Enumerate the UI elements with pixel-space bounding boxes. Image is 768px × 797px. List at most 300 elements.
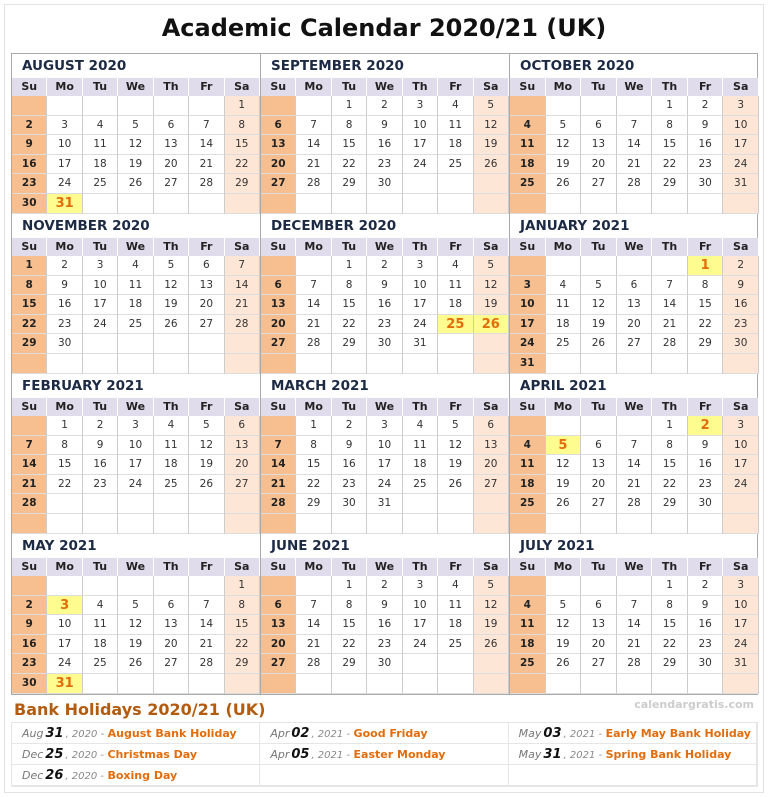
day-cell[interactable]: 30 xyxy=(688,654,724,674)
day-cell[interactable]: 11 xyxy=(403,436,438,456)
day-cell[interactable]: 13 xyxy=(154,615,189,635)
day-cell[interactable]: 10 xyxy=(83,276,118,296)
day-cell[interactable]: 11 xyxy=(510,135,546,155)
day-cell[interactable]: 6 xyxy=(154,116,189,136)
day-cell[interactable]: 10 xyxy=(367,436,402,456)
day-cell[interactable]: 19 xyxy=(546,155,582,175)
day-cell[interactable]: 28 xyxy=(296,174,331,194)
day-cell[interactable]: 18 xyxy=(438,615,473,635)
day-cell[interactable]: 13 xyxy=(261,135,296,155)
day-cell[interactable]: 28 xyxy=(296,334,331,354)
day-cell[interactable]: 13 xyxy=(261,295,296,315)
day-cell[interactable]: 4 xyxy=(154,416,189,436)
day-cell[interactable]: 24 xyxy=(118,475,153,495)
day-cell[interactable]: 6 xyxy=(581,116,617,136)
day-cell[interactable]: 16 xyxy=(688,615,724,635)
day-cell[interactable]: 1 xyxy=(652,96,688,116)
day-cell[interactable]: 22 xyxy=(296,475,331,495)
day-cell[interactable]: 11 xyxy=(510,615,546,635)
day-cell[interactable]: 21 xyxy=(296,155,331,175)
day-cell[interactable]: 10 xyxy=(723,436,759,456)
day-cell[interactable]: 12 xyxy=(474,116,509,136)
day-cell[interactable]: 30 xyxy=(723,334,759,354)
day-cell[interactable]: 2 xyxy=(47,256,82,276)
day-cell[interactable]: 18 xyxy=(510,475,546,495)
day-cell[interactable]: 19 xyxy=(118,635,153,655)
day-cell[interactable]: 24 xyxy=(723,635,759,655)
day-cell[interactable]: 5 xyxy=(474,96,509,116)
day-cell[interactable]: 21 xyxy=(12,475,47,495)
day-cell[interactable]: 6 xyxy=(581,596,617,616)
day-cell[interactable]: 29 xyxy=(12,334,47,354)
day-cell[interactable]: 2 xyxy=(332,416,367,436)
day-cell[interactable]: 5 xyxy=(546,116,582,136)
day-cell[interactable]: 15 xyxy=(652,455,688,475)
day-cell[interactable]: 1 xyxy=(12,256,47,276)
day-cell[interactable]: 6 xyxy=(261,276,296,296)
day-cell[interactable]: 24 xyxy=(403,155,438,175)
day-cell[interactable]: 16 xyxy=(367,615,402,635)
day-cell[interactable]: 22 xyxy=(332,635,367,655)
day-cell[interactable]: 29 xyxy=(332,334,367,354)
day-cell[interactable]: 12 xyxy=(546,455,582,475)
day-cell[interactable]: 9 xyxy=(723,276,759,296)
day-cell[interactable]: 18 xyxy=(118,295,153,315)
day-cell[interactable]: 29 xyxy=(652,174,688,194)
day-cell[interactable]: 22 xyxy=(332,315,367,335)
day-cell[interactable]: 29 xyxy=(652,494,688,514)
day-cell[interactable]: 12 xyxy=(581,295,617,315)
day-cell[interactable]: 12 xyxy=(438,436,473,456)
day-cell[interactable]: 9 xyxy=(367,596,402,616)
day-cell[interactable]: 4 xyxy=(118,256,153,276)
day-cell[interactable]: 7 xyxy=(261,436,296,456)
day-cell[interactable]: 23 xyxy=(367,155,402,175)
day-cell[interactable]: 20 xyxy=(581,635,617,655)
day-cell[interactable]: 25 xyxy=(510,494,546,514)
day-cell[interactable]: 11 xyxy=(83,135,118,155)
day-cell[interactable]: 2 xyxy=(367,576,402,596)
day-cell[interactable]: 5 xyxy=(154,256,189,276)
day-cell[interactable]: 30 xyxy=(47,334,82,354)
day-cell[interactable]: 3 xyxy=(723,416,759,436)
day-cell[interactable]: 1 xyxy=(652,416,688,436)
day-cell[interactable]: 27 xyxy=(617,334,653,354)
day-cell[interactable]: 19 xyxy=(189,455,224,475)
day-cell[interactable]: 27 xyxy=(581,654,617,674)
day-cell[interactable]: 29 xyxy=(332,654,367,674)
day-cell[interactable]: 8 xyxy=(332,276,367,296)
day-cell[interactable]: 12 xyxy=(474,596,509,616)
day-cell[interactable]: 19 xyxy=(546,475,582,495)
day-cell[interactable]: 16 xyxy=(723,295,759,315)
day-cell[interactable]: 8 xyxy=(652,116,688,136)
day-cell[interactable]: 3 xyxy=(367,416,402,436)
day-cell[interactable]: 27 xyxy=(581,174,617,194)
day-cell[interactable]: 2 xyxy=(688,576,724,596)
day-cell[interactable]: 5 xyxy=(474,256,509,276)
day-cell[interactable]: 11 xyxy=(546,295,582,315)
day-cell[interactable]: 3 xyxy=(723,576,759,596)
day-cell[interactable]: 28 xyxy=(617,494,653,514)
day-cell[interactable]: 10 xyxy=(723,116,759,136)
day-cell[interactable]: 21 xyxy=(296,635,331,655)
day-cell[interactable]: 10 xyxy=(403,116,438,136)
day-cell[interactable]: 2 xyxy=(367,256,402,276)
day-cell[interactable]: 8 xyxy=(332,116,367,136)
day-cell[interactable]: 27 xyxy=(225,475,260,495)
day-cell[interactable]: 1 xyxy=(225,96,260,116)
day-cell[interactable]: 11 xyxy=(438,596,473,616)
day-cell[interactable]: 13 xyxy=(581,135,617,155)
day-cell[interactable]: 4 xyxy=(546,276,582,296)
day-cell[interactable]: 15 xyxy=(652,615,688,635)
day-cell[interactable]: 5 xyxy=(438,416,473,436)
day-cell[interactable]: 21 xyxy=(296,315,331,335)
day-cell[interactable]: 30 xyxy=(688,494,724,514)
day-cell[interactable]: 31 xyxy=(723,174,759,194)
day-cell[interactable]: 17 xyxy=(723,135,759,155)
day-cell[interactable]: 6 xyxy=(225,416,260,436)
day-cell[interactable]: 4 xyxy=(83,116,118,136)
day-cell[interactable]: 27 xyxy=(154,174,189,194)
day-cell[interactable]: 6 xyxy=(261,596,296,616)
day-cell[interactable]: 26 xyxy=(474,155,509,175)
day-cell[interactable]: 6 xyxy=(617,276,653,296)
day-cell[interactable]: 12 xyxy=(154,276,189,296)
day-cell[interactable]: 18 xyxy=(83,155,118,175)
day-cell[interactable]: 1 xyxy=(47,416,82,436)
day-cell[interactable]: 20 xyxy=(261,315,296,335)
day-cell[interactable]: 8 xyxy=(47,436,82,456)
day-cell[interactable]: 25 xyxy=(546,334,582,354)
day-cell[interactable]: 16 xyxy=(688,455,724,475)
day-cell[interactable]: 28 xyxy=(617,174,653,194)
day-cell[interactable]: 6 xyxy=(154,596,189,616)
day-cell[interactable]: 14 xyxy=(12,455,47,475)
day-cell[interactable]: 21 xyxy=(261,475,296,495)
day-cell[interactable]: 22 xyxy=(688,315,724,335)
day-cell[interactable]: 20 xyxy=(474,455,509,475)
day-cell[interactable]: 28 xyxy=(189,174,224,194)
day-cell[interactable]: 22 xyxy=(332,155,367,175)
day-cell[interactable]: 26 xyxy=(474,635,509,655)
day-cell[interactable]: 11 xyxy=(83,615,118,635)
day-cell[interactable]: 14 xyxy=(652,295,688,315)
day-cell[interactable]: 5 xyxy=(546,436,582,456)
day-cell[interactable]: 23 xyxy=(367,635,402,655)
day-cell[interactable]: 21 xyxy=(617,635,653,655)
day-cell[interactable]: 26 xyxy=(118,174,153,194)
day-cell[interactable]: 16 xyxy=(12,635,47,655)
day-cell[interactable]: 17 xyxy=(723,615,759,635)
day-cell[interactable]: 1 xyxy=(688,256,724,276)
day-cell[interactable]: 18 xyxy=(546,315,582,335)
day-cell[interactable]: 28 xyxy=(261,494,296,514)
day-cell[interactable]: 27 xyxy=(261,174,296,194)
day-cell[interactable]: 17 xyxy=(83,295,118,315)
day-cell[interactable]: 9 xyxy=(332,436,367,456)
day-cell[interactable]: 13 xyxy=(189,276,224,296)
day-cell[interactable]: 25 xyxy=(83,654,118,674)
day-cell[interactable]: 3 xyxy=(118,416,153,436)
day-cell[interactable]: 9 xyxy=(688,596,724,616)
day-cell[interactable]: 17 xyxy=(403,295,438,315)
day-cell[interactable]: 18 xyxy=(438,295,473,315)
day-cell[interactable]: 3 xyxy=(47,116,82,136)
day-cell[interactable]: 15 xyxy=(225,615,260,635)
day-cell[interactable]: 18 xyxy=(510,635,546,655)
day-cell[interactable]: 8 xyxy=(225,596,260,616)
day-cell[interactable]: 24 xyxy=(403,315,438,335)
day-cell[interactable]: 29 xyxy=(332,174,367,194)
day-cell[interactable]: 28 xyxy=(189,654,224,674)
day-cell[interactable]: 9 xyxy=(367,116,402,136)
day-cell[interactable]: 31 xyxy=(403,334,438,354)
day-cell[interactable]: 23 xyxy=(723,315,759,335)
day-cell[interactable]: 25 xyxy=(118,315,153,335)
day-cell[interactable]: 26 xyxy=(581,334,617,354)
day-cell[interactable]: 11 xyxy=(118,276,153,296)
day-cell[interactable]: 15 xyxy=(332,295,367,315)
day-cell[interactable]: 7 xyxy=(189,596,224,616)
day-cell[interactable]: 12 xyxy=(118,615,153,635)
day-cell[interactable]: 16 xyxy=(688,135,724,155)
day-cell[interactable]: 11 xyxy=(438,276,473,296)
day-cell[interactable]: 23 xyxy=(367,315,402,335)
day-cell[interactable]: 20 xyxy=(225,455,260,475)
day-cell[interactable]: 22 xyxy=(652,475,688,495)
day-cell[interactable]: 30 xyxy=(367,174,402,194)
day-cell[interactable]: 19 xyxy=(546,635,582,655)
day-cell[interactable]: 4 xyxy=(438,256,473,276)
day-cell[interactable]: 24 xyxy=(47,174,82,194)
day-cell[interactable]: 9 xyxy=(12,135,47,155)
day-cell[interactable]: 20 xyxy=(581,475,617,495)
day-cell[interactable]: 28 xyxy=(12,494,47,514)
day-cell[interactable]: 1 xyxy=(652,576,688,596)
day-cell[interactable]: 15 xyxy=(332,135,367,155)
day-cell[interactable]: 30 xyxy=(688,174,724,194)
day-cell[interactable]: 17 xyxy=(47,155,82,175)
day-cell[interactable]: 9 xyxy=(47,276,82,296)
day-cell[interactable]: 3 xyxy=(403,96,438,116)
day-cell[interactable]: 18 xyxy=(438,135,473,155)
day-cell[interactable]: 27 xyxy=(261,334,296,354)
day-cell[interactable]: 1 xyxy=(296,416,331,436)
day-cell[interactable]: 18 xyxy=(83,635,118,655)
day-cell[interactable]: 19 xyxy=(154,295,189,315)
day-cell[interactable]: 26 xyxy=(438,475,473,495)
day-cell[interactable]: 2 xyxy=(688,416,724,436)
day-cell[interactable]: 17 xyxy=(47,635,82,655)
day-cell[interactable]: 1 xyxy=(332,576,367,596)
day-cell[interactable]: 29 xyxy=(652,654,688,674)
day-cell[interactable]: 21 xyxy=(189,635,224,655)
day-cell[interactable]: 13 xyxy=(225,436,260,456)
day-cell[interactable]: 4 xyxy=(438,576,473,596)
day-cell[interactable]: 27 xyxy=(474,475,509,495)
day-cell[interactable]: 20 xyxy=(261,155,296,175)
day-cell[interactable]: 8 xyxy=(688,276,724,296)
day-cell[interactable]: 14 xyxy=(617,135,653,155)
day-cell[interactable]: 31 xyxy=(723,654,759,674)
day-cell[interactable]: 26 xyxy=(189,475,224,495)
day-cell[interactable]: 27 xyxy=(189,315,224,335)
day-cell[interactable]: 9 xyxy=(688,436,724,456)
day-cell[interactable]: 6 xyxy=(581,436,617,456)
day-cell[interactable]: 24 xyxy=(403,635,438,655)
day-cell[interactable]: 15 xyxy=(12,295,47,315)
day-cell[interactable]: 12 xyxy=(118,135,153,155)
day-cell[interactable]: 19 xyxy=(118,155,153,175)
day-cell[interactable]: 4 xyxy=(510,116,546,136)
day-cell[interactable]: 4 xyxy=(510,596,546,616)
day-cell[interactable]: 24 xyxy=(723,475,759,495)
day-cell[interactable]: 20 xyxy=(617,315,653,335)
day-cell[interactable]: 24 xyxy=(510,334,546,354)
day-cell[interactable]: 18 xyxy=(154,455,189,475)
day-cell[interactable]: 14 xyxy=(225,276,260,296)
day-cell[interactable]: 24 xyxy=(367,475,402,495)
day-cell[interactable]: 19 xyxy=(581,315,617,335)
day-cell[interactable]: 30 xyxy=(367,654,402,674)
day-cell[interactable]: 7 xyxy=(296,276,331,296)
day-cell[interactable]: 25 xyxy=(438,315,473,335)
day-cell[interactable]: 27 xyxy=(581,494,617,514)
day-cell[interactable]: 3 xyxy=(47,596,82,616)
day-cell[interactable]: 13 xyxy=(261,615,296,635)
day-cell[interactable]: 17 xyxy=(403,135,438,155)
day-cell[interactable]: 14 xyxy=(617,615,653,635)
day-cell[interactable]: 7 xyxy=(652,276,688,296)
day-cell[interactable]: 23 xyxy=(332,475,367,495)
day-cell[interactable]: 26 xyxy=(546,494,582,514)
day-cell[interactable]: 16 xyxy=(367,295,402,315)
day-cell[interactable]: 19 xyxy=(474,295,509,315)
day-cell[interactable]: 13 xyxy=(474,436,509,456)
day-cell[interactable]: 24 xyxy=(83,315,118,335)
day-cell[interactable]: 13 xyxy=(154,135,189,155)
day-cell[interactable]: 5 xyxy=(474,576,509,596)
day-cell[interactable]: 5 xyxy=(118,596,153,616)
day-cell[interactable]: 20 xyxy=(154,635,189,655)
day-cell[interactable]: 20 xyxy=(581,155,617,175)
day-cell[interactable]: 20 xyxy=(154,155,189,175)
day-cell[interactable]: 25 xyxy=(510,174,546,194)
day-cell[interactable]: 9 xyxy=(83,436,118,456)
day-cell[interactable]: 22 xyxy=(225,155,260,175)
day-cell[interactable]: 31 xyxy=(47,194,82,214)
day-cell[interactable]: 21 xyxy=(617,155,653,175)
day-cell[interactable]: 3 xyxy=(83,256,118,276)
day-cell[interactable]: 14 xyxy=(296,295,331,315)
day-cell[interactable]: 21 xyxy=(189,155,224,175)
day-cell[interactable]: 9 xyxy=(367,276,402,296)
day-cell[interactable]: 27 xyxy=(261,654,296,674)
day-cell[interactable]: 30 xyxy=(332,494,367,514)
day-cell[interactable]: 14 xyxy=(617,455,653,475)
day-cell[interactable]: 2 xyxy=(688,96,724,116)
day-cell[interactable]: 31 xyxy=(510,354,546,374)
day-cell[interactable]: 10 xyxy=(47,135,82,155)
day-cell[interactable]: 26 xyxy=(474,315,509,335)
day-cell[interactable]: 21 xyxy=(617,475,653,495)
day-cell[interactable]: 4 xyxy=(403,416,438,436)
day-cell[interactable]: 17 xyxy=(510,315,546,335)
day-cell[interactable]: 26 xyxy=(546,654,582,674)
day-cell[interactable]: 2 xyxy=(12,596,47,616)
day-cell[interactable]: 7 xyxy=(12,436,47,456)
day-cell[interactable]: 31 xyxy=(47,674,82,694)
day-cell[interactable]: 4 xyxy=(438,96,473,116)
day-cell[interactable]: 7 xyxy=(296,116,331,136)
day-cell[interactable]: 15 xyxy=(47,455,82,475)
day-cell[interactable]: 30 xyxy=(12,674,47,694)
day-cell[interactable]: 15 xyxy=(652,135,688,155)
day-cell[interactable]: 17 xyxy=(723,455,759,475)
day-cell[interactable]: 8 xyxy=(12,276,47,296)
day-cell[interactable]: 25 xyxy=(510,654,546,674)
day-cell[interactable]: 24 xyxy=(47,654,82,674)
day-cell[interactable]: 10 xyxy=(118,436,153,456)
day-cell[interactable]: 7 xyxy=(617,436,653,456)
day-cell[interactable]: 23 xyxy=(12,654,47,674)
day-cell[interactable]: 16 xyxy=(12,155,47,175)
day-cell[interactable]: 15 xyxy=(296,455,331,475)
day-cell[interactable]: 17 xyxy=(367,455,402,475)
day-cell[interactable]: 8 xyxy=(652,596,688,616)
day-cell[interactable]: 19 xyxy=(474,615,509,635)
day-cell[interactable]: 7 xyxy=(296,596,331,616)
day-cell[interactable]: 15 xyxy=(332,615,367,635)
day-cell[interactable]: 14 xyxy=(189,135,224,155)
day-cell[interactable]: 19 xyxy=(438,455,473,475)
day-cell[interactable]: 30 xyxy=(367,334,402,354)
day-cell[interactable]: 26 xyxy=(154,315,189,335)
day-cell[interactable]: 3 xyxy=(403,256,438,276)
day-cell[interactable]: 2 xyxy=(723,256,759,276)
day-cell[interactable]: 25 xyxy=(403,475,438,495)
day-cell[interactable]: 28 xyxy=(652,334,688,354)
day-cell[interactable]: 24 xyxy=(723,155,759,175)
day-cell[interactable]: 2 xyxy=(367,96,402,116)
day-cell[interactable]: 2 xyxy=(12,116,47,136)
day-cell[interactable]: 4 xyxy=(510,436,546,456)
day-cell[interactable]: 22 xyxy=(47,475,82,495)
day-cell[interactable]: 26 xyxy=(118,654,153,674)
day-cell[interactable]: 17 xyxy=(403,615,438,635)
day-cell[interactable]: 29 xyxy=(296,494,331,514)
day-cell[interactable]: 23 xyxy=(12,174,47,194)
day-cell[interactable]: 25 xyxy=(83,174,118,194)
day-cell[interactable]: 8 xyxy=(332,596,367,616)
day-cell[interactable]: 22 xyxy=(652,155,688,175)
day-cell[interactable]: 23 xyxy=(688,635,724,655)
day-cell[interactable]: 5 xyxy=(581,276,617,296)
day-cell[interactable]: 14 xyxy=(261,455,296,475)
day-cell[interactable]: 30 xyxy=(12,194,47,214)
day-cell[interactable]: 3 xyxy=(403,576,438,596)
day-cell[interactable]: 29 xyxy=(225,174,260,194)
day-cell[interactable]: 9 xyxy=(688,116,724,136)
day-cell[interactable]: 10 xyxy=(47,615,82,635)
day-cell[interactable]: 15 xyxy=(225,135,260,155)
day-cell[interactable]: 18 xyxy=(510,155,546,175)
day-cell[interactable]: 9 xyxy=(12,615,47,635)
day-cell[interactable]: 16 xyxy=(367,135,402,155)
day-cell[interactable]: 23 xyxy=(688,155,724,175)
